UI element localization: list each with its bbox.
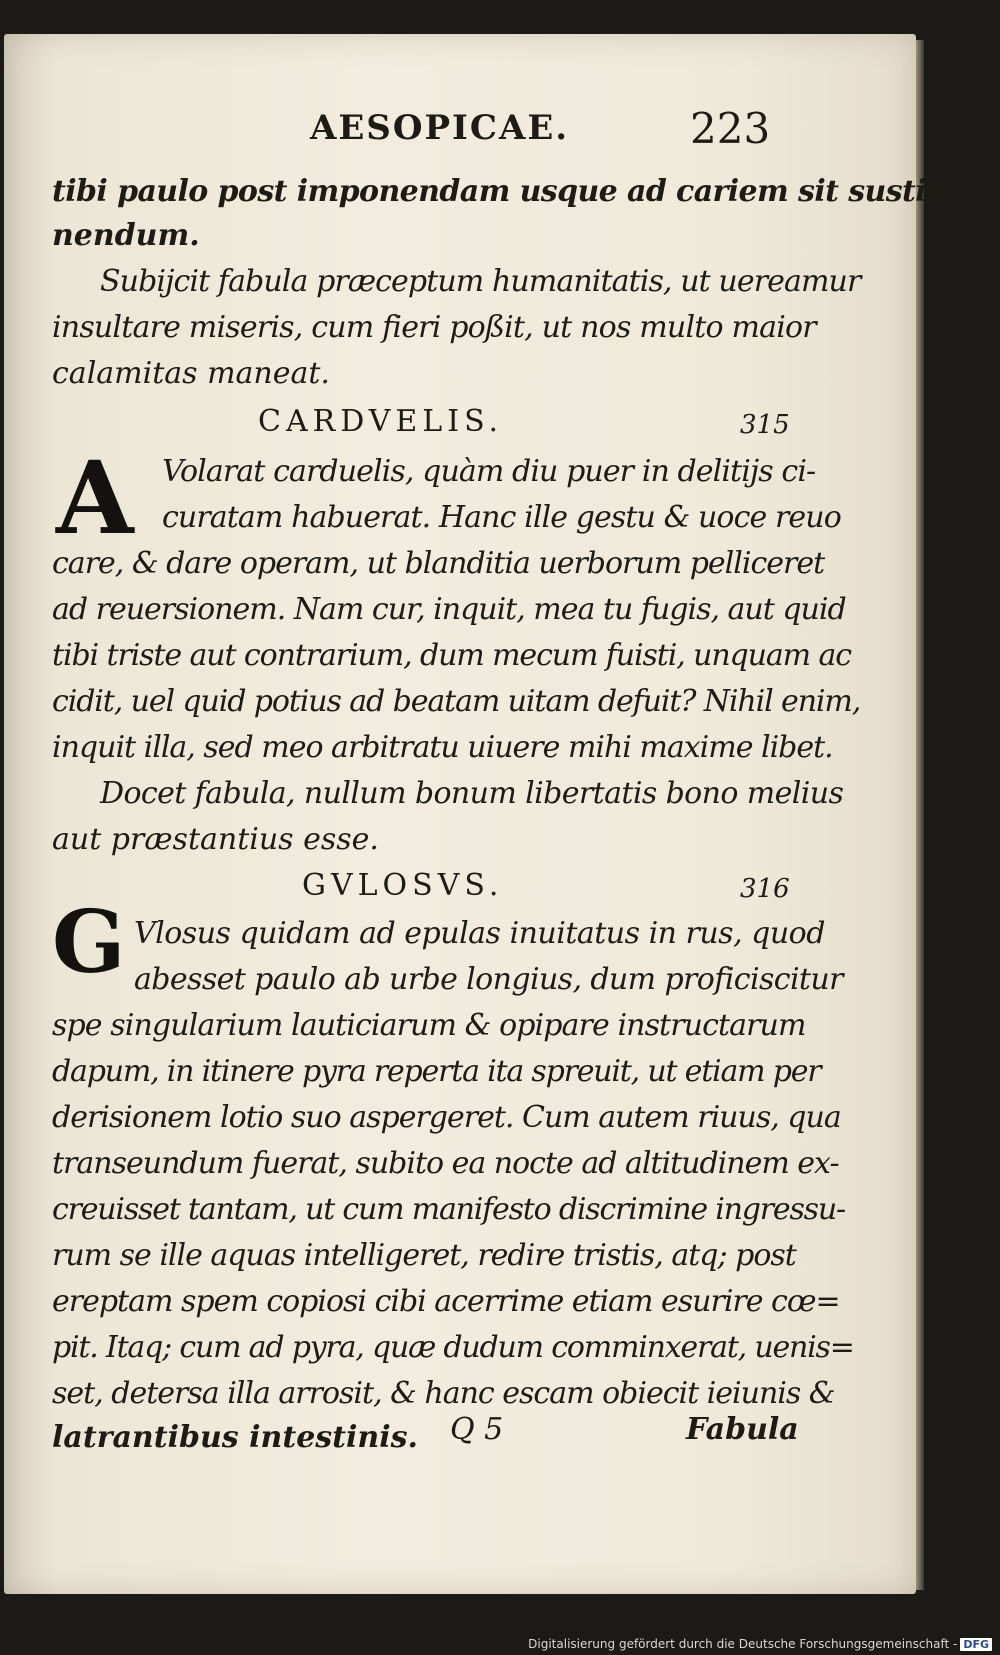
fable-number: 316 bbox=[740, 874, 790, 904]
moral-line: Docet fabula, nullum bonum libertatis bono melius bbox=[100, 776, 844, 811]
catchword: Fabula bbox=[686, 1412, 799, 1447]
text-line: pit. Itaq; cum ad pyra, quæ dudum comminxerat, uenis= bbox=[52, 1330, 854, 1365]
dfg-logo: DFG bbox=[960, 1638, 992, 1651]
moral-line: aut præstantius esse. bbox=[52, 822, 379, 857]
page-edge bbox=[916, 40, 924, 1590]
moral-line: Subijcit fabula præceptum humanitatis, ut uereamur bbox=[100, 264, 861, 299]
text-line: latrantibus intestinis. bbox=[52, 1420, 418, 1455]
running-head: AESOPICAE. bbox=[310, 108, 570, 148]
page-number: 223 bbox=[690, 104, 771, 153]
digitization-credit bbox=[528, 1637, 992, 1651]
credit-text: Digitalisierung gefördert durch die Deutsche Forschungsgemeinschaft - bbox=[528, 1637, 958, 1651]
text-line: derisionem lotio suo aspergeret. Cum autem riuus, qua bbox=[52, 1100, 841, 1135]
initial-letter: A bbox=[56, 439, 134, 557]
fable-title: GVLOSVS. bbox=[302, 868, 504, 903]
signature-mark: Q 5 bbox=[450, 1412, 504, 1447]
text-line: tibi triste aut contrarium, dum mecum fuisti, unquam ac bbox=[52, 638, 851, 673]
text-line: rum se ille aquas intelligeret, redire tristis, atq; post bbox=[52, 1238, 796, 1273]
text-line: transeundum fuerat, subito ea nocte ad altitudinem ex- bbox=[52, 1146, 839, 1181]
text-line: ereptam spem copiosi cibi acerrime etiam esurire cœ= bbox=[52, 1284, 840, 1319]
text-line: set, detersa illa arrosit, & hanc escam obiecit ieiunis & bbox=[52, 1376, 835, 1411]
text-line: curatam habuerat. Hanc ille gestu & uoce reuo bbox=[162, 500, 841, 535]
text-line: care, & dare operam, ut blanditia uerborum pelliceret bbox=[52, 546, 825, 581]
moral-line: insultare miseris, cum fieri poßit, ut nos multo maior bbox=[52, 310, 816, 345]
text-line: abesset paulo ab urbe longius, dum proficiscitur bbox=[134, 962, 843, 997]
fable-number: 315 bbox=[740, 410, 790, 440]
fable-title: CARDVELIS. bbox=[258, 404, 504, 439]
text-line: tibi paulo post imponendam usque ad cariem sit susti= bbox=[52, 174, 951, 209]
text-line: spe singularium lauticiarum & opipare instructarum bbox=[52, 1008, 806, 1043]
text-line: dapum, in itinere pyra reperta ita spreuit, ut etiam per bbox=[52, 1054, 821, 1089]
text-line: cidit, uel quid potius ad beatam uitam defuit? Nihil enim, bbox=[52, 684, 861, 719]
text-line: creuisset tantam, ut cum manifesto discrimine ingressu- bbox=[52, 1192, 845, 1227]
text-line: ad reuersionem. Nam cur, inquit, mea tu fugis, aut quid bbox=[52, 592, 846, 627]
text-line: inquit illa, sed meo arbitratu uiuere mihi maxime libet. bbox=[52, 730, 833, 765]
text-line: nendum. bbox=[52, 218, 200, 253]
moral-line: calamitas maneat. bbox=[52, 356, 330, 391]
text-line: Volarat carduelis, quàm diu puer in delitijs ci- bbox=[162, 454, 816, 489]
initial-letter: G bbox=[52, 892, 126, 993]
text-line: Vlosus quidam ad epulas inuitatus in rus, quod bbox=[134, 916, 825, 951]
